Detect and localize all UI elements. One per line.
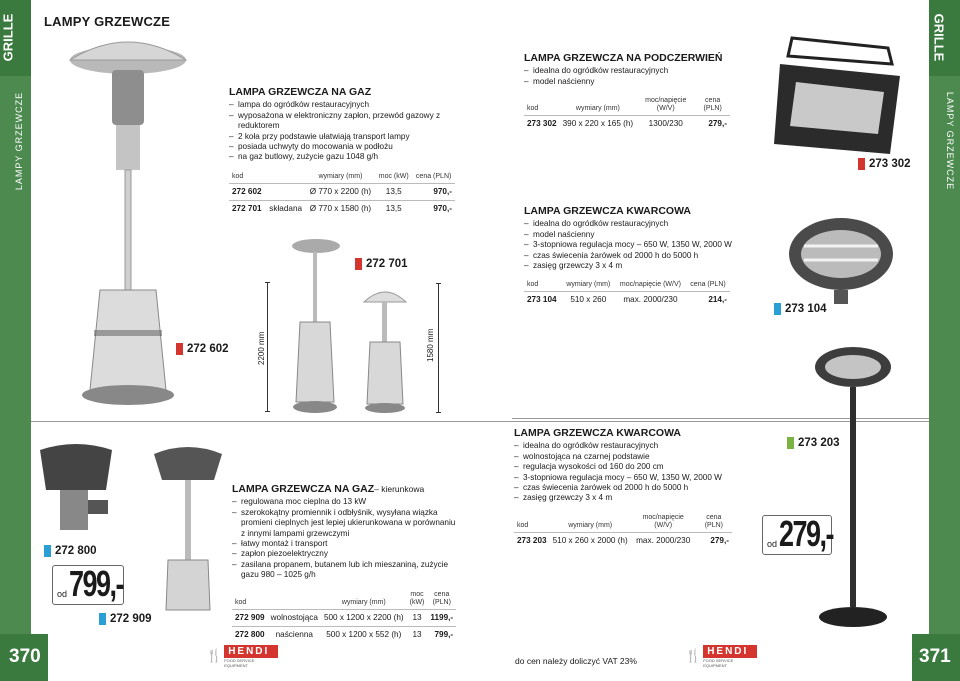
standing-directional-heater-image — [148, 440, 228, 620]
col-header: cena (PLN) — [432, 590, 451, 606]
patio-heater-folded-image — [360, 282, 410, 422]
gas-directional-block — [232, 484, 457, 643]
quartz-stand-features — [514, 441, 736, 503]
dimension-label-short: 1580 mm — [426, 328, 435, 362]
feature-item: – zasięg grzewczy 3 x 4 m — [514, 493, 736, 503]
feature-item: – zapłon piezoelektryczny — [232, 549, 457, 559]
table-row: 272 909 wolnostojąca 500 x 1200 x 2200 (h) 13 1199,- — [232, 609, 456, 626]
fork-knife-icon: 🍴 — [206, 648, 223, 663]
right-side-band — [929, 76, 960, 634]
col-header — [268, 589, 321, 610]
col-header: moc/napięcie (W/V) — [645, 97, 687, 113]
callout-273203: 273 203 — [787, 437, 840, 449]
feature-item: – model naścienny — [524, 230, 734, 240]
left-tab-top — [0, 0, 31, 76]
table-row: 273 104 510 x 260 max. 2000/230 214,- — [524, 292, 730, 309]
col-header — [266, 171, 306, 184]
left-side-band — [0, 76, 31, 634]
gas-lamp-block — [229, 87, 459, 218]
col-header: moc (kW) — [409, 590, 425, 606]
hendi-logo-left: 🍴 HENDI FOOD SERVICE EQUIPMENT — [206, 645, 278, 667]
gas-directional-title: LAMPA GRZEWCZA NA GAZ — [232, 483, 375, 495]
quartz-stand-title: LAMPA GRZEWCZA KWARCOWA — [514, 427, 682, 439]
feature-item: – idealna do ogródków restauracyjnych — [514, 441, 736, 451]
quartz-standing-heater-image — [808, 345, 898, 635]
infrared-heater-image — [770, 34, 910, 164]
col-header: wymiary (mm) — [575, 105, 620, 113]
gas-lamp-table — [229, 171, 455, 218]
dimension-line-tall — [267, 282, 268, 412]
callout-273104: 273 104 — [774, 303, 827, 315]
col-header: cena (PLN) — [703, 97, 722, 113]
gas-lamp-title: LAMPA GRZEWCZA NA GAZ — [229, 86, 372, 98]
price-box-from-279: od 279,- — [762, 515, 832, 555]
table-row: 272 800 naścienna 500 x 1200 x 552 (h) 13 799,- — [232, 627, 456, 644]
col-header: kod — [517, 521, 529, 529]
right-page-number-box — [912, 634, 960, 681]
col-header: cena (PLN) — [415, 172, 452, 180]
right-side-label: LAMPY GRZEWCZE — [945, 91, 956, 191]
page-title: LAMPY GRZEWCZE — [44, 14, 171, 29]
feature-item: – model naścienny — [524, 77, 734, 87]
callout-272602: 272 602 — [176, 343, 229, 355]
feature-item: – 2 koła przy podstawie ułatwiają transport lampy — [229, 132, 459, 142]
callout-272701: 272 701 — [355, 258, 408, 270]
table-row: 273 203 510 x 260 x 2000 (h) max. 2000/230 279,- — [514, 532, 732, 549]
feature-item: – zasięg grzewczy 3 x 4 m — [524, 261, 734, 271]
feature-item: – czas świecenia żarówek od 2000 h do 5000 h — [514, 483, 736, 493]
patio-heater-short-image — [290, 232, 340, 422]
feature-item: – lampa do ogródków restauracyjnych — [229, 100, 459, 110]
quartz-stand-table — [514, 512, 732, 549]
price-box-from-799: od 799,- — [52, 565, 124, 605]
col-header: moc/napięcie (W/V) — [642, 513, 684, 529]
left-tab-title: GRILLE — [0, 13, 16, 62]
feature-item: – wyposażona w elektroniczny zapłon, przewód gazowy z reduktorem — [229, 111, 459, 132]
right-tab-top — [929, 0, 960, 76]
dimension-line-short — [438, 283, 439, 413]
col-header: kod — [527, 281, 539, 289]
col-header: kod — [527, 105, 539, 113]
left-page-number: 370 — [9, 646, 41, 667]
fork-knife-icon: 🍴 — [685, 648, 702, 663]
quartz-wall-block — [524, 206, 734, 309]
right-page-number: 371 — [919, 646, 951, 667]
quartz-wall-table — [524, 279, 730, 308]
infrared-title: LAMPA GRZEWCZA NA PODCZERWIEŃ — [524, 52, 723, 64]
col-header: kod — [232, 172, 244, 180]
table-row: 272 602 Ø 770 x 2200 (h) 13,5 970,- — [229, 183, 455, 200]
feature-item: – regulacja wysokości od 160 do 200 cm — [514, 462, 736, 472]
quartz-wall-heater-image — [786, 210, 896, 310]
gas-directional-subtitle: – kierunkowa — [374, 484, 425, 494]
table-row: 273 302 390 x 220 x 165 (h) 1300/230 279,- — [524, 116, 730, 133]
left-page-number-box — [0, 634, 48, 681]
callout-273302: 273 302 — [858, 158, 911, 170]
gas-directional-features — [232, 497, 457, 580]
feature-item: – idealna do ogródków restauracyjnych — [524, 66, 734, 76]
feature-item: – szerokokątny promiennik i odbłyśnik, wysyłana wiązka promieni cieplnych jest lepiej ukierunkowana w porównaniu z innymi lampami grzewczymi — [232, 508, 457, 539]
infrared-block — [524, 53, 734, 133]
feature-item: – na gaz butlowy, zużycie gazu 1048 g/h — [229, 152, 459, 162]
col-header: moc (kW) — [378, 172, 409, 180]
gas-lamp-features — [229, 100, 459, 162]
vat-footnote: do cen należy doliczyć VAT 23% — [515, 656, 637, 666]
quartz-wall-title: LAMPA GRZEWCZA KWARCOWA — [524, 205, 692, 217]
col-header: cena (PLN) — [690, 281, 726, 289]
infrared-features — [524, 66, 734, 87]
feature-item: – zasilana propanem, butanem lub ich mieszaniną, zużycie gazu 980 – 1025 g/h — [232, 560, 457, 581]
right-tab-title: GRILLE — [931, 13, 947, 62]
wall-heater-image — [36, 440, 116, 540]
hendi-logo-right: 🍴 HENDI FOOD SERVICE EQUIPMENT — [685, 645, 757, 667]
feature-item: – czas świecenia żarówek od 2000 h do 5000 h — [524, 251, 734, 261]
feature-item: – 3-stopniowa regulacja mocy – 650 W, 1350 W, 2000 W — [524, 240, 734, 250]
feature-item: – łatwy montaż i transport — [232, 539, 457, 549]
feature-item: – idealna do ogródków restauracyjnych — [524, 219, 734, 229]
patio-heater-tall-image — [66, 30, 206, 420]
col-header: wymiary (mm) — [318, 172, 363, 180]
feature-item: – 3-stopniowa regulacja mocy – 650 W, 1350 W, 2000 W — [514, 473, 736, 483]
callout-272909: 272 909 — [99, 613, 152, 625]
col-header: moc/napięcie (W/V) — [619, 281, 681, 289]
left-side-label: LAMPY GRZEWCZE — [14, 91, 25, 191]
quartz-stand-block — [514, 428, 736, 549]
feature-item: – posiada uchwyty do mocowania w podłożu — [229, 142, 459, 152]
col-header: wymiary (mm) — [341, 598, 386, 606]
col-header: wymiary (mm) — [566, 281, 611, 289]
feature-item: – regulowana moc cieplna do 13 kW — [232, 497, 457, 507]
callout-272800: 272 800 — [44, 545, 97, 557]
section-divider — [31, 421, 929, 422]
col-header: wymiary (mm) — [568, 521, 613, 529]
dimension-label-tall: 2200 mm — [257, 331, 266, 365]
col-header: cena (PLN) — [704, 513, 723, 529]
gas-directional-table — [232, 589, 456, 644]
feature-item: – wolnostojąca na czarnej podstawie — [514, 452, 736, 462]
table-row: 272 701 składana Ø 770 x 1580 (h) 13,5 970,- — [229, 201, 455, 218]
col-header: kod — [235, 598, 247, 606]
infrared-table — [524, 95, 730, 132]
quartz-wall-features — [524, 219, 734, 271]
